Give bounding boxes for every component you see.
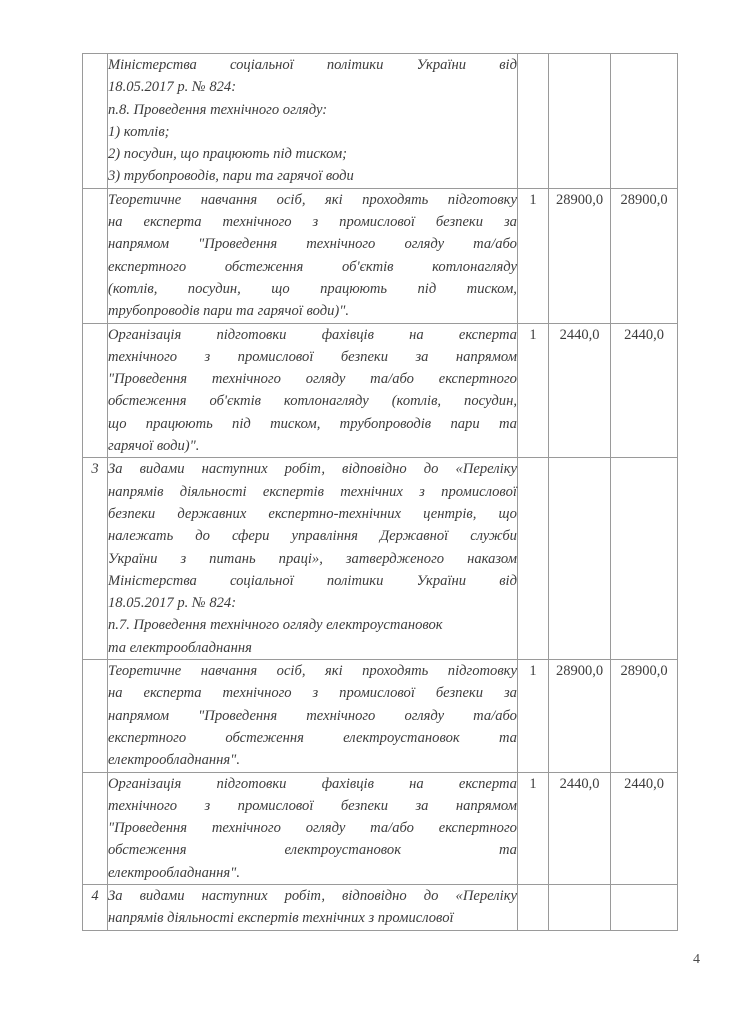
desc-line: України з питань праці», затвердженого наказом (108, 550, 517, 567)
price-cell-1: 2440,0 (549, 772, 611, 884)
table-row (83, 458, 678, 660)
row-description-cell (108, 884, 518, 930)
desc-line: напрямом "Проведення технічного огляду та/або (108, 236, 517, 253)
desc-line: 18.05.2017 р. № 824: (108, 595, 237, 612)
desc-line: що працюють під тиском, трубопроводів пари та (108, 415, 517, 432)
desc-line: п.8. Проведення технічного огляду: (108, 101, 328, 118)
quantity-cell (518, 54, 549, 189)
desc-line: технічного з промислової безпеки за напрямом (108, 797, 517, 814)
desc-line: на експерта технічного з промислової безпеки за (108, 214, 517, 231)
price-cell-2: 28900,0 (611, 188, 678, 323)
desc-line: Міністерства соціальної політики України від (108, 57, 517, 73)
quantity-cell: 1 (518, 323, 549, 458)
table-row (83, 660, 678, 772)
desc-line: "Проведення технічного огляду та/або експертного (108, 820, 517, 837)
price-cell-1 (549, 884, 611, 930)
table-row (83, 323, 678, 458)
price-cell-1: 28900,0 (549, 188, 611, 323)
row-number-cell (83, 188, 108, 323)
price-cell-2 (611, 54, 678, 189)
quantity-cell: 1 (518, 772, 549, 884)
desc-line: безпеки державних експертно-технічних центрів, що (108, 505, 517, 522)
quantity-cell (518, 884, 549, 930)
desc-line: обстеження об'єктів котлонагляду (котлів, посудин, (108, 393, 517, 410)
desc-line: гарячої води)". (108, 438, 200, 455)
table-row (83, 772, 678, 884)
desc-line: обстеження електроустановок та (108, 842, 517, 859)
quantity-cell: 1 (518, 188, 549, 323)
row-number-cell (83, 772, 108, 884)
table-row (83, 54, 678, 189)
desc-line: трубопроводів пари та гарячої води)". (108, 303, 350, 320)
row-description-cell (108, 323, 518, 458)
quantity-cell: 1 (518, 660, 549, 772)
desc-line: (котлів, посудин, що працюють під тиском, (108, 280, 517, 297)
row-description-cell (108, 188, 518, 323)
price-cell-2: 2440,0 (611, 772, 678, 884)
desc-line: електрообладнання". (108, 864, 240, 881)
row-number-cell (83, 660, 108, 772)
price-cell-1 (549, 54, 611, 189)
price-cell-2 (611, 884, 678, 930)
desc-line: Міністерства соціальної політики України від (108, 572, 517, 589)
price-cell-1: 2440,0 (549, 323, 611, 458)
desc-line: та електрообладнання (108, 639, 252, 656)
desc-line: За видами наступних робіт, відповідно до «Переліку (108, 461, 517, 478)
table-row (83, 884, 678, 930)
desc-line: За видами наступних робіт, відповідно до «Переліку (108, 887, 517, 904)
desc-line: напрямів діяльності експертів технічних з промислової (108, 483, 517, 500)
desc-line: 3) трубопроводів, пари та гарячої води (108, 168, 354, 185)
row-number-cell (83, 54, 108, 189)
desc-line: напрямом "Проведення технічного огляду та/або (108, 707, 517, 724)
desc-line: 1) котлів; (108, 123, 170, 140)
price-cell-2: 2440,0 (611, 323, 678, 458)
price-cell-1: 28900,0 (549, 660, 611, 772)
price-cell-2: 28900,0 (611, 660, 678, 772)
quantity-cell (518, 458, 549, 660)
page-number: 4 (693, 952, 700, 967)
row-number-cell: 4 (83, 884, 108, 930)
row-description-cell (108, 54, 518, 189)
desc-line: Теоретичне навчання осіб, які проходять підготовку (108, 191, 517, 208)
desc-line: технічного з промислової безпеки за напрямом (108, 348, 517, 365)
price-cell-1 (549, 458, 611, 660)
desc-line: Організація підготовки фахівців на експерта (108, 326, 517, 343)
desc-line: Теоретичне навчання осіб, які проходять підготовку (108, 663, 517, 680)
row-number-cell (83, 323, 108, 458)
desc-line: напрямів діяльності експертів технічних з промислової (108, 910, 454, 927)
row-description-cell (108, 458, 518, 660)
desc-line: "Проведення технічного огляду та/або експертного (108, 371, 517, 388)
desc-line: 2) посудин, що працюють під тиском; (108, 146, 348, 163)
desc-line: електрообладнання". (108, 752, 240, 769)
table-body (83, 54, 678, 931)
row-number-cell: 3 (83, 458, 108, 660)
desc-line: Організація підготовки фахівців на експерта (108, 775, 517, 792)
desc-line: належать до сфери управління Державної служби (108, 528, 517, 545)
table-row (83, 188, 678, 323)
desc-line: п.7. Проведення технічного огляду електроустановок (108, 617, 443, 634)
row-description-cell (108, 772, 518, 884)
price-cell-2 (611, 458, 678, 660)
desc-line: на експерта технічного з промислової безпеки за (108, 685, 517, 702)
tariff-table (82, 53, 678, 931)
row-description-cell (108, 660, 518, 772)
desc-line: 18.05.2017 р. № 824: (108, 79, 237, 96)
desc-line: експертного обстеження об'єктів котлонагляду (108, 258, 517, 275)
desc-line: експертного обстеження електроустановок та (108, 729, 517, 746)
